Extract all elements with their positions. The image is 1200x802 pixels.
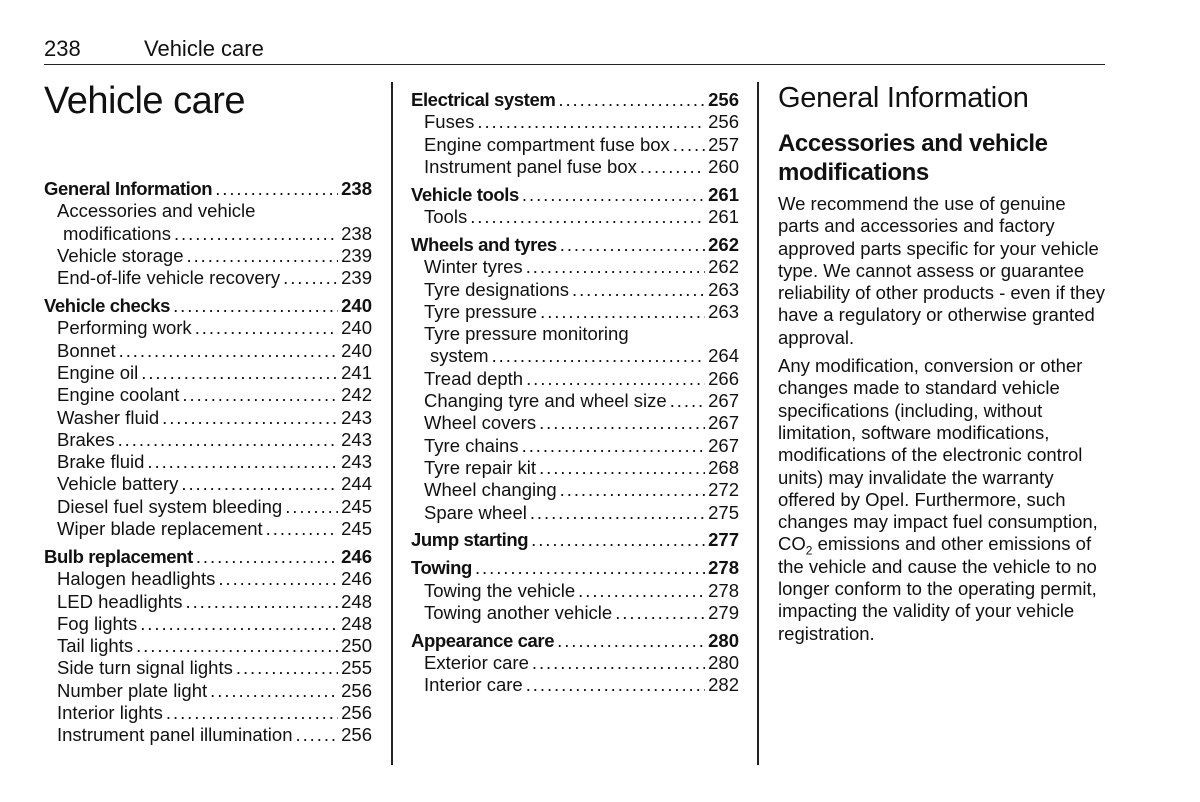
toc-page-number: 239 [341,267,372,289]
toc-page-number: 245 [341,518,372,540]
toc-entry[interactable] [411,435,739,457]
toc-entry-continuation[interactable] [411,345,739,367]
toc-entry[interactable] [411,134,739,156]
dot-leader [558,89,705,111]
dot-leader [470,206,705,228]
toc-page-number: 261 [708,206,739,228]
toc-label: Wheel changing [424,479,557,501]
toc-label: Tread depth [424,367,524,389]
toc-entry[interactable] [44,267,372,289]
toc-page-number: 262 [708,256,739,278]
dot-leader [140,613,338,635]
toc-entry[interactable] [44,568,372,590]
dot-leader [526,674,705,696]
toc-page-number: 240 [341,317,372,339]
toc-entry[interactable] [44,384,372,406]
toc-page-number: 256 [341,702,372,724]
toc-page-number: 245 [341,495,372,517]
toc-heading-entry[interactable] [411,630,739,652]
toc-entry[interactable] [411,279,739,301]
toc-entry[interactable] [44,518,372,540]
toc-entry[interactable] [411,256,739,278]
toc-group [411,529,739,551]
toc-page-number: 257 [708,133,739,155]
toc-entry[interactable] [44,451,372,473]
toc-page-number: 263 [708,278,739,300]
dot-leader [522,184,705,206]
running-title: Vehicle care [144,36,264,61]
toc-label: Spare wheel [424,501,527,523]
toc-label: Exterior care [424,652,529,674]
toc-page-number: 263 [708,300,739,322]
toc-label: Bulb replacement [44,545,193,567]
toc-label: Wiper blade replacement [57,518,263,540]
toc-group [44,295,372,540]
toc-heading-entry[interactable] [44,546,372,568]
toc-page-number: 272 [708,479,739,501]
toc-entry[interactable] [44,473,372,495]
paragraph-text: emissions and other emissions of the vehicle and cause the vehicle to no longer conform to the operating permit, impacting the validity of your vehicle registration. [778,533,1097,644]
dot-leader [210,680,338,702]
dot-leader [526,256,705,278]
toc-page-number: 280 [708,652,739,674]
toc-entry[interactable] [44,340,372,362]
toc-label: Side turn signal lights [57,657,233,679]
toc-heading-entry[interactable] [411,184,739,206]
toc-page-number: 278 [708,557,739,579]
toc-label: Jump starting [411,529,529,551]
toc-entry[interactable] [44,200,372,222]
toc-label: Washer fluid [57,406,160,428]
toc-label: Interior lights [57,702,163,724]
dot-leader [218,568,338,590]
dot-leader [673,134,705,156]
subscript: 2 [805,544,813,559]
toc-label: Tail lights [57,635,134,657]
toc-label: Instrument panel fuse box [424,155,637,177]
toc-page-number: 280 [708,629,739,651]
dot-leader [670,390,705,412]
dot-leader [173,295,338,317]
toc-entry[interactable] [411,368,739,390]
toc-entry[interactable] [411,502,739,524]
toc-group [411,557,739,624]
toc-label: system [430,345,489,367]
toc-page-number: 261 [708,183,739,205]
toc-page-number: 243 [341,451,372,473]
toc-page-number: 279 [708,601,739,623]
toc-heading-entry[interactable] [411,89,739,111]
dot-leader [557,630,705,652]
toc-heading-entry[interactable] [44,295,372,317]
toc-page-number: 262 [708,233,739,255]
chapter-title: Vehicle care [44,80,246,122]
dot-leader [147,451,338,473]
toc-entry[interactable] [44,429,372,451]
dot-leader [522,435,706,457]
dot-leader [531,529,705,551]
toc-page-number: 267 [708,434,739,456]
toc-label: Vehicle tools [411,183,519,205]
toc-page-number: 243 [341,428,372,450]
toc-page-number: 238 [341,222,372,244]
dot-leader [560,234,705,256]
toc-entry[interactable] [411,580,739,602]
dot-leader [539,457,705,479]
dot-leader [477,111,705,133]
paragraph-text: Any modification, conversion or other changes made to standard vehicle specifications (including, without limitation, software modifications, modifications of the electronic control units) may invalidate the warranty offered by Opel. Furthermore, such changes may impact fuel consumption, CO [778,355,1098,555]
toc-entry-continuation[interactable] [44,223,372,245]
toc-page-number: 242 [341,384,372,406]
toc-label: General Information [44,178,213,199]
toc-entry[interactable] [411,674,739,696]
toc-entry[interactable] [44,496,372,518]
dot-leader [540,301,705,323]
dot-leader [136,635,338,657]
toc-label: Diesel fuel system bleeding [57,495,283,517]
toc-label: modifications [63,222,171,244]
dot-leader [640,156,705,178]
toc-label: Tyre designations [424,278,570,300]
toc-page-number: 282 [708,674,739,696]
toc-label: Tyre repair kit [424,456,537,478]
toc-entry[interactable] [44,702,372,724]
toc-page-number: 278 [708,579,739,601]
dot-leader [196,546,338,568]
dot-leader [530,502,705,524]
toc-label: Appearance care [411,629,555,651]
toc-page-number: 256 [341,679,372,701]
body-column [778,82,1108,651]
toc-label: Instrument panel illumination [57,724,293,746]
section-title: General Information [778,82,1029,114]
toc-group [44,546,372,747]
dot-leader [266,518,338,540]
column-divider [757,82,759,765]
toc-entry[interactable] [411,390,739,412]
dot-leader [615,602,705,624]
toc-page-number: 255 [341,657,372,679]
dot-leader [560,479,705,501]
toc-entry[interactable] [411,111,739,133]
toc-label: Interior care [424,674,523,696]
dot-leader [526,368,705,390]
toc-page-number: 240 [341,295,372,317]
toc-label: Halogen headlights [57,568,216,590]
toc-column-1 [44,178,372,752]
dot-leader [236,657,338,679]
toc-page-number: 238 [341,178,372,199]
toc-group [411,184,739,229]
toc-page-number: 246 [341,568,372,590]
toc-column-2 [411,89,739,702]
dot-leader [141,362,338,384]
subsection-title: Accessories and vehicle modifications [778,130,1048,186]
toc-entry[interactable] [411,206,739,228]
toc-page-number: 240 [341,339,372,361]
toc-page-number: 250 [341,635,372,657]
toc-label: Tyre chains [424,434,519,456]
toc-page-number: 268 [708,456,739,478]
toc-label: Bonnet [57,339,116,361]
toc-entry[interactable] [44,613,372,635]
toc-label: Vehicle battery [57,473,179,495]
column-divider [391,82,393,765]
dot-leader [532,652,705,674]
toc-group [411,234,739,524]
toc-page-number: 256 [708,111,739,133]
toc-group [44,178,372,289]
toc-entry[interactable] [411,479,739,501]
dot-leader [539,412,705,434]
toc-entry[interactable] [44,245,372,267]
toc-page-number: 264 [708,345,739,367]
toc-label: Accessories and vehicle [57,200,256,222]
toc-page-number: 243 [341,406,372,428]
dot-leader [119,340,338,362]
toc-label: Electrical system [411,89,556,110]
toc-label: Changing tyre and wheel size [424,390,667,412]
toc-entry[interactable] [44,317,372,339]
toc-entry[interactable] [44,407,372,429]
toc-label: Fuses [424,111,475,133]
dot-leader [166,702,338,724]
toc-label: End-of-life vehicle recovery [57,267,281,289]
toc-label: Vehicle checks [44,295,171,317]
toc-group [411,89,739,178]
toc-label: Engine coolant [57,384,180,406]
toc-page-number: 246 [341,545,372,567]
dot-leader [285,496,338,518]
toc-page-number: 267 [708,412,739,434]
toc-page-number: 256 [708,89,739,110]
toc-label: Wheels and tyres [411,233,557,255]
toc-label: Wheel covers [424,412,537,434]
toc-page-number: 241 [341,361,372,383]
toc-heading-entry[interactable] [411,557,739,579]
toc-label: Brakes [57,428,115,450]
toc-heading-entry[interactable] [411,529,739,551]
toc-label: LED headlights [57,590,183,612]
dot-leader [296,724,339,746]
toc-entry[interactable] [411,301,739,323]
toc-entry[interactable] [411,602,739,624]
dot-leader [182,384,338,406]
toc-group [411,630,739,697]
dot-leader [118,429,339,451]
toc-label: Brake fluid [57,451,145,473]
toc-heading-entry[interactable] [44,178,372,200]
toc-page-number: 260 [708,155,739,177]
toc-entry[interactable] [44,657,372,679]
toc-page-number: 256 [341,724,372,746]
dot-leader [283,267,338,289]
toc-label: Towing another vehicle [424,601,613,623]
toc-label: Tyre pressure [424,300,538,322]
toc-entry[interactable] [44,635,372,657]
dot-leader [492,345,706,367]
toc-entry[interactable] [44,680,372,702]
toc-entry[interactable] [44,591,372,613]
toc-label: Vehicle storage [57,244,184,266]
toc-entry[interactable] [411,323,739,345]
toc-label: Fog lights [57,612,138,634]
toc-heading-entry[interactable] [411,234,739,256]
dot-leader [174,223,338,245]
dot-leader [572,279,705,301]
toc-label: Winter tyres [424,256,523,278]
toc-entry[interactable] [411,156,739,178]
toc-page-number: 248 [341,612,372,634]
toc-label: Tools [424,206,468,228]
toc-label: Towing [411,557,472,579]
toc-entry[interactable] [411,412,739,434]
toc-label: Towing the vehicle [424,579,576,601]
toc-label: Tyre pressure monitoring [424,323,629,345]
page-header [44,36,1105,65]
page-number: 238 [44,36,81,61]
body-paragraph [778,355,1108,645]
toc-page-number: 244 [341,473,372,495]
dot-leader [181,473,338,495]
toc-label: Performing work [57,317,192,339]
toc-label: Engine compartment fuse box [424,133,670,155]
dot-leader [187,245,339,267]
dot-leader [578,580,705,602]
toc-entry[interactable] [411,457,739,479]
toc-page-number: 248 [341,590,372,612]
dot-leader [215,178,338,200]
toc-entry[interactable] [44,724,372,746]
toc-page-number: 275 [708,501,739,523]
dot-leader [185,591,338,613]
toc-label: Number plate light [57,679,208,701]
body-paragraph: We recommend the use of genuine parts and accessories and factory approved parts specific for your vehicle type. We cannot assess or guarantee reliability of other products - even if they have a regulatory or otherwise granted approval. [778,193,1105,348]
toc-page-number: 267 [708,390,739,412]
toc-page-number: 266 [708,367,739,389]
toc-entry[interactable] [411,652,739,674]
dot-leader [195,317,338,339]
toc-entry[interactable] [44,362,372,384]
dot-leader [162,407,338,429]
toc-label: Engine oil [57,361,139,383]
toc-page-number: 277 [708,529,739,551]
toc-page-number: 239 [341,244,372,266]
dot-leader [475,557,705,579]
